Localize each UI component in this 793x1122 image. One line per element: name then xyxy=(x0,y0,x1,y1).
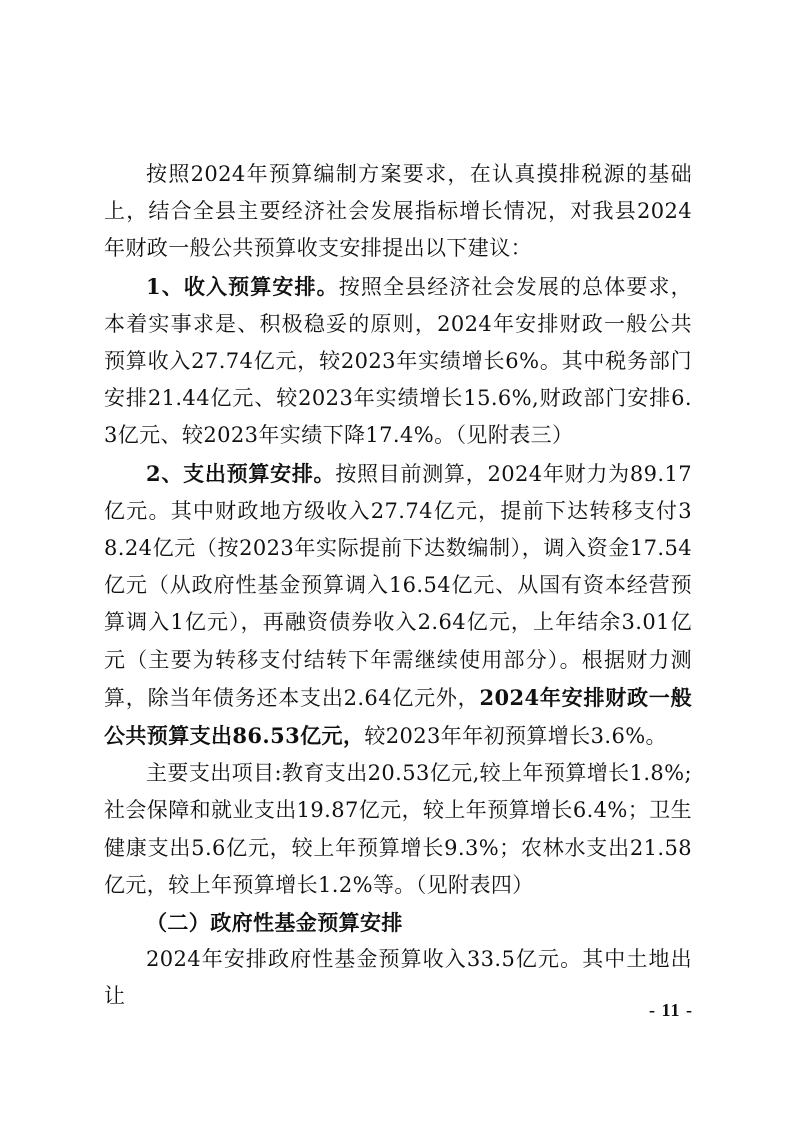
intro-paragraph: 按照2024年预算编制方案要求，在认真摸排税源的基础上，结合全县主要经济社会发展指标增长情况，对我县2024年财政一般公共预算收支安排提出以下建议： xyxy=(104,162,692,261)
expenditure-budget-paragraph xyxy=(104,455,692,756)
major-expenditure-paragraph: 主要支出项目:教育支出20.53亿元,较上年预算增长1.8%;社会保障和就业支出19.87亿元，较上年预算增长6.4%；卫生健康支出5.6亿元，较上年预算增长9.3%；农林水支出21.58亿元，较上年预算增长1.2%等。（见附表四） xyxy=(104,761,692,897)
revenue-budget-paragraph xyxy=(104,268,692,455)
page-number: - 11 - xyxy=(649,1000,693,1020)
document-body xyxy=(104,156,692,1016)
revenue-budget-text: 按照全县经济社会发展的总体要求，本着实事求是、积极稳妥的原则，2024年安排财政一般公共预算收入27.74亿元，较2023年实绩增长6%。其中税务部门安排21.44亿元、较2023年实绩增长15.6%,财政部门安排6.3亿元、较2023年实绩下降17.4%。（见附表三） xyxy=(104,274,692,448)
expenditure-budget-emphasis: 2024年安排财政一般公共预算支出86.53亿元， xyxy=(104,684,692,749)
expenditure-budget-tail: 较2023年年初预算增长3.6%。 xyxy=(364,724,667,749)
section-heading: （二）政府性基金预算安排 xyxy=(146,910,403,936)
fund-budget-paragraph: 2024年安排政府性基金预算收入33.5亿元。其中土地出让 xyxy=(104,947,692,1009)
expenditure-budget-text: 按照目前测算，2024年财力为89.17亿元。其中财政地方级收入27.74亿元，提前下达转移支付38.24亿元（按2023年实际提前下达数编制），调入资金17.54亿元（从政府性基金预算调入16.54亿元、从国有资本经营预算调入1亿元），再融资债券收入2.64亿元，上年结余3.01亿元（主要为转移支付结转下年需继续使用部分）。根据财力测算，除当年债务还本支出2.64亿元外， xyxy=(104,461,692,710)
revenue-budget-heading: 1、收入预算安排。 xyxy=(146,273,339,299)
expenditure-budget-heading: 2、支出预算安排。 xyxy=(146,460,336,486)
